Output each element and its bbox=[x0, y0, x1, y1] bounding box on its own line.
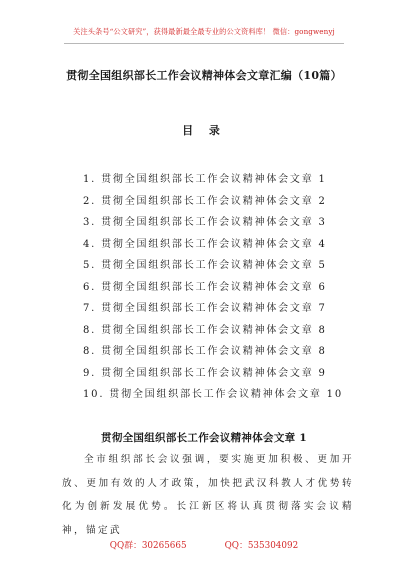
toc-item[interactable]: 8. 贯彻全国组织部长工作会议精神体会文章 8 bbox=[83, 346, 327, 357]
toc-item[interactable]: 1. 贯彻全国组织部长工作会议精神体会文章 1 bbox=[83, 174, 327, 185]
header-divider bbox=[64, 43, 344, 44]
table-of-contents bbox=[83, 169, 343, 406]
toc-item[interactable]: 6. 贯彻全国组织部长工作会议精神体会文章 6 bbox=[83, 281, 327, 293]
document-title: 贯彻全国组织部长工作会议精神体会文章汇编（10篇） bbox=[66, 69, 342, 82]
toc-item[interactable]: 10. 贯彻全国组织部长工作会议精神体会文章 10 bbox=[83, 389, 343, 400]
toc-item[interactable]: 5. 贯彻全国组织部长工作会议精神体会文章 5 bbox=[83, 260, 327, 271]
toc-item[interactable]: 3. 贯彻全国组织部长工作会议精神体会文章 3 bbox=[83, 217, 327, 228]
toc-item[interactable]: 8. 贯彻全国组织部长工作会议精神体会文章 8 bbox=[83, 324, 327, 336]
toc-item[interactable]: 4. 贯彻全国组织部长工作会议精神体会文章 4 bbox=[83, 238, 327, 250]
section-title: 贯彻全国组织部长工作会议精神体会文章 1 bbox=[101, 432, 307, 444]
toc-item[interactable]: 2. 贯彻全国组织部长工作会议精神体会文章 2 bbox=[83, 195, 327, 207]
toc-heading: 目 录 bbox=[182, 124, 226, 137]
footer-qq-group: QQ群：30265665 bbox=[109, 541, 187, 551]
footer-contact bbox=[0, 538, 408, 551]
section-body-paragraph: 全市组织部长会议强调，要实施更加积极、更加开放、更加有效的人才政策，加快把武汉科教人才优势转化为创新发展优势。长江新区将认真贯彻落实会议精神，锚定武 bbox=[62, 454, 354, 536]
header-banner: 关注头条号“公文研究”，获得最新最全最专业的公文资料库！ 微信：gongwenyj bbox=[73, 27, 335, 36]
footer-qq: QQ：535304092 bbox=[224, 541, 299, 551]
toc-item[interactable]: 9. 贯彻全国组织部长工作会议精神体会文章 9 bbox=[83, 367, 327, 379]
toc-item[interactable]: 7. 贯彻全国组织部长工作会议精神体会文章 7 bbox=[83, 303, 327, 314]
